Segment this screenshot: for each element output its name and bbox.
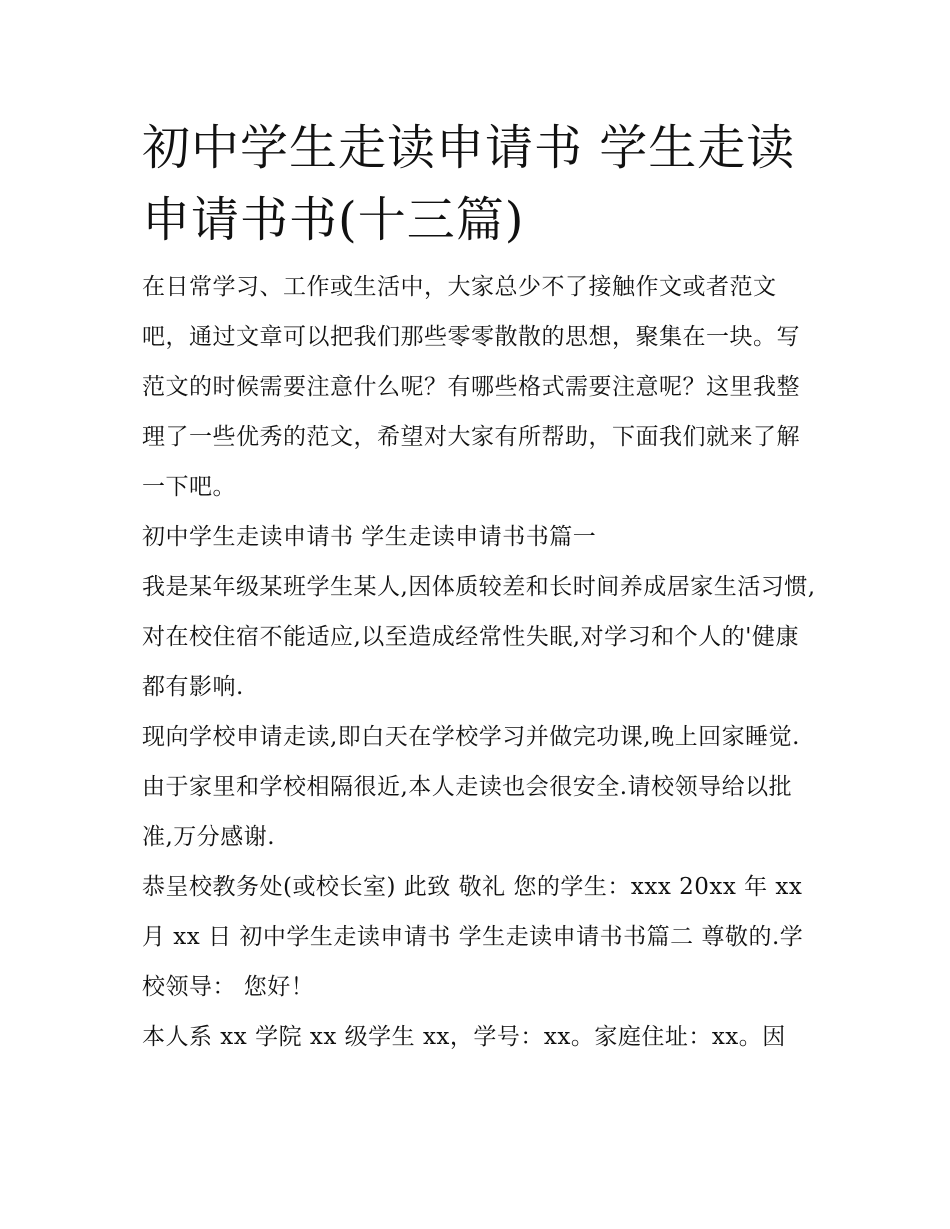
intro-paragraph: 在日常学习、工作或生活中，大家总少不了接触作文或者范文吧，通过文章可以把我们那些零零散散的思想，聚集在一块。写范文的时候需要注意什么呢？有哪些格式需要注意呢？这里我整理了一些优秀的范文，希望对大家有所帮助，下面我们就来了解一下吧。	[142, 274, 800, 500]
body-paragraph-1: 我是某年级某班学生某人,因体质较差和长时间养成居家生活习惯,对在校住宿不能适应,以至造成经常性失眠,对学习和个人的'健康都有影响.	[142, 574, 816, 700]
section-heading-1: 初中学生走读申请书 学生走读申请书书篇一	[142, 524, 597, 550]
title-line-2: 申请书书(十三篇)	[142, 192, 525, 248]
document-content	[142, 112, 818, 1062]
body-paragraph-3: 恭呈校教务处(或校长室) 此致 敬礼 您的学生：xxx 20xx 年 xx 月 xx 日 初中学生走读申请书 学生走读申请书书篇二 尊敬的.学校领导： 您好！	[142, 874, 804, 1000]
page-title	[142, 112, 818, 256]
body-paragraph-2: 现向学校申请走读,即白天在学校学习并做完功课,晚上回家睡觉.由于家里和学校相隔很近,本人走读也会很安全.请校领导给以批准,万分感谢.	[142, 724, 800, 850]
title-line-1: 初中学生走读申请书 学生走读	[142, 120, 796, 176]
body-paragraph-4: 本人系 xx 学院 xx 级学生 xx，学号：xx。家庭住址：xx。因	[142, 1024, 786, 1050]
